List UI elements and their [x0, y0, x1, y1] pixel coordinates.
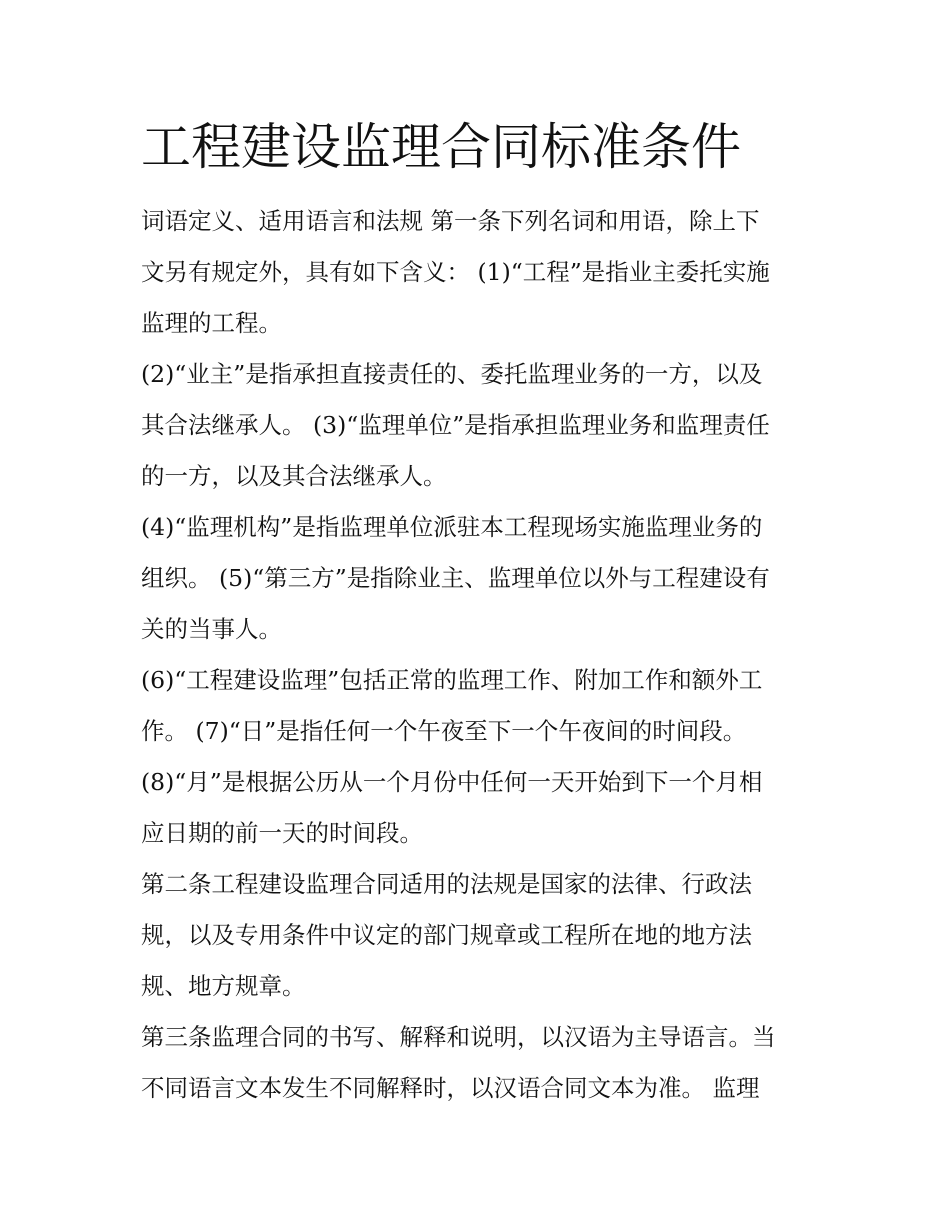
body-line: 规、地方规章。	[141, 972, 306, 1000]
body-line: 作。 (7)“日”是指任何一个午夜至下一个午夜间的时间段。	[141, 717, 747, 745]
body-line: 其合法继承人。 (3)“监理单位”是指承担监理业务和监理责任	[141, 411, 770, 439]
body-line: 监理的工程。	[141, 309, 282, 337]
body-line: 词语定义、适用语言和法规 第一条下列名词和用语，除上下	[141, 207, 760, 235]
body-line: 组织。 (5)“第三方”是指除业主、监理单位以外与工程建设有	[141, 564, 770, 592]
body-line: 应日期的前一天的时间段。	[141, 819, 423, 847]
body-line: 文另有规定外，具有如下含义： (1)“工程”是指业主委托实施	[141, 258, 770, 286]
body-line: 第三条监理合同的书写、解释和说明，以汉语为主导语言。当	[141, 1023, 776, 1051]
body-line: 关的当事人。	[141, 615, 282, 643]
document-body	[141, 196, 821, 1114]
body-line: 的一方，以及其合法继承人。	[141, 462, 447, 490]
body-line: (2)“业主”是指承担直接责任的、委托监理业务的一方，以及	[141, 360, 763, 388]
body-line: (4)“监理机构”是指监理单位派驻本工程现场实施监理业务的	[141, 513, 763, 541]
body-line: (6)“工程建设监理”包括正常的监理工作、附加工作和额外工	[141, 666, 763, 694]
document-title: 工程建设监理合同标准条件	[141, 118, 741, 176]
body-line: 第二条工程建设监理合同适用的法规是国家的法律、行政法	[141, 870, 752, 898]
body-line: 不同语言文本发生不同解释时，以汉语合同文本为准。 监理	[141, 1074, 760, 1102]
body-line: 规，以及专用条件中议定的部门规章或工程所在地的地方法	[141, 921, 752, 949]
body-line: (8)“月”是根据公历从一个月份中任何一天开始到下一个月相	[141, 768, 763, 796]
